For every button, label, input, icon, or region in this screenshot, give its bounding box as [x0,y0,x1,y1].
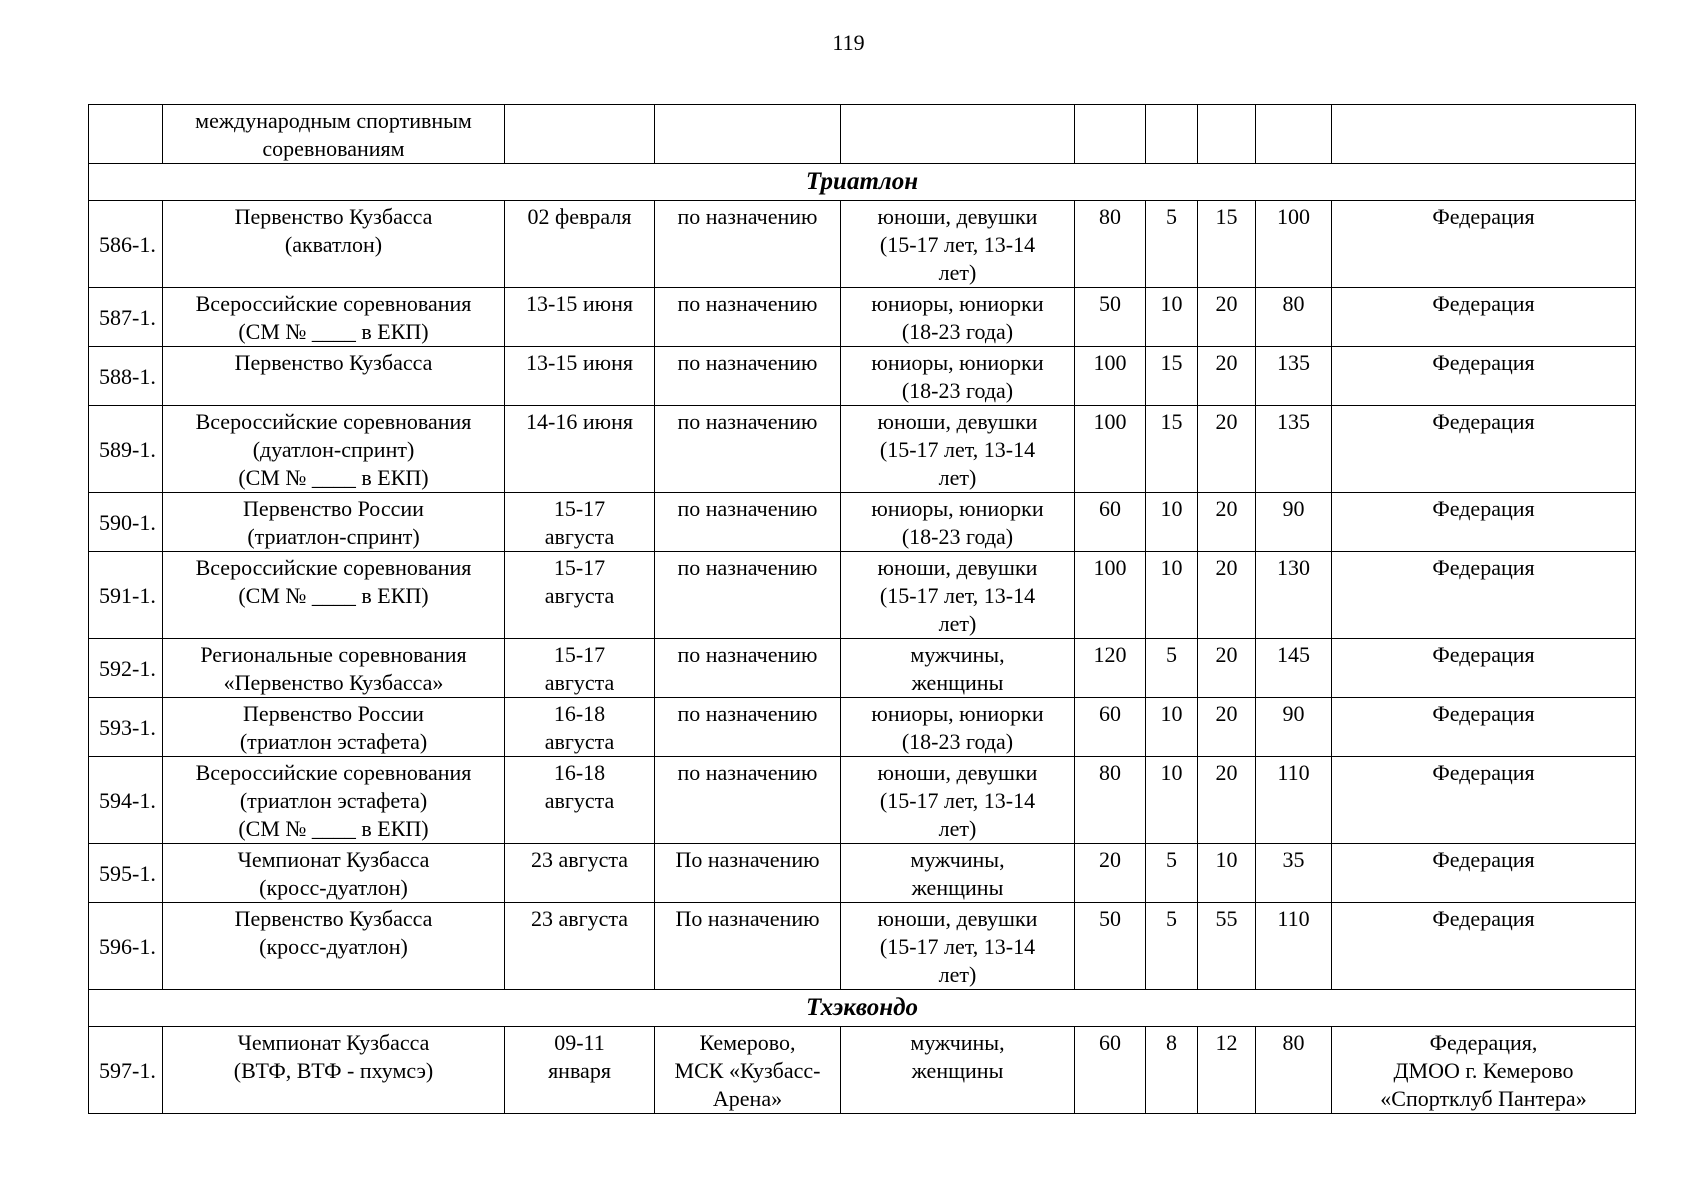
cell-count-2: 5 [1146,639,1198,698]
cell-count-1: 50 [1075,288,1146,347]
cell-count-1: 100 [1075,347,1146,406]
cell-participants-line: (18-23 года) [901,524,1014,549]
cell-date-line: августа [544,583,615,608]
cell-count-3: 20 [1198,552,1256,639]
continuation-row [89,105,1636,164]
cell-count-1: 80 [1075,757,1146,844]
cell-count-total: 90 [1256,698,1332,757]
cell-organizer-line: Федерация [1432,409,1535,434]
cell-participants [841,201,1075,288]
cell-name [163,639,505,698]
cell-participants [841,903,1075,990]
cell-participants-line: мужчины, [910,642,1005,667]
cell-participants-line: лет) [938,465,977,490]
cell-place-line: по назначению [677,701,818,726]
cell-date [505,757,655,844]
section-header-row [89,164,1636,201]
cell-count-3: 20 [1198,639,1256,698]
cell-organizer-line: Федерация [1432,760,1535,785]
cell-participants-line: юноши, девушки [877,409,1038,434]
cell-place-line: МСК «Кузбасс- [674,1058,821,1083]
cell-date-line: августа [544,670,615,695]
cell-date-line: 15-17 [553,642,606,667]
cell-place [655,844,841,903]
cell-count-3: 10 [1198,844,1256,903]
cell-organizer [1332,347,1636,406]
cell-date-line: 09-11 [554,1030,605,1055]
cell-date [505,698,655,757]
table-body [89,105,1636,1114]
cell-organizer-line: ДМОО г. Кемерово [1393,1058,1574,1083]
cell-count-2 [1146,105,1198,164]
cell-count-3: 55 [1198,903,1256,990]
cell-participants-line: юниоры, юниорки [871,350,1044,375]
cell-place [655,406,841,493]
cell-date-line: 16-18 [553,701,606,726]
cell-organizer [1332,406,1636,493]
cell-organizer [1332,493,1636,552]
cell-participants-line: женщины [911,1058,1004,1083]
cell-count-3: 20 [1198,347,1256,406]
cell-participants-line: юноши, девушки [877,204,1038,229]
page-number: 119 [832,30,865,55]
cell-count-total [1256,105,1332,164]
cell-date-line: января [548,1058,611,1083]
cell-place [655,493,841,552]
cell-participants-line: женщины [911,875,1004,900]
cell-count-total: 135 [1256,347,1332,406]
cell-organizer-line: «Спортклуб Пантера» [1380,1086,1587,1111]
table-row [89,639,1636,698]
cell-count-2: 10 [1146,288,1198,347]
cell-organizer [1332,201,1636,288]
cell-date-line: августа [544,524,615,549]
cell-count-1: 20 [1075,844,1146,903]
cell-participants-line: женщины [911,670,1004,695]
cell-participants [841,844,1075,903]
cell-num: 590-1. [89,493,163,552]
cell-participants [841,639,1075,698]
cell-name [163,201,505,288]
cell-participants [841,552,1075,639]
cell-place-line: по назначению [677,555,818,580]
cell-count-total: 80 [1256,1027,1332,1114]
cell-count-3 [1198,105,1256,164]
cell-participants-line: юниоры, юниорки [871,701,1044,726]
cell-date-line: 15-17 [553,496,606,521]
cell-count-3: 12 [1198,1027,1256,1114]
cell-num: 595-1. [89,844,163,903]
table-row [89,698,1636,757]
cell-count-total: 80 [1256,288,1332,347]
cell-num: 594-1. [89,757,163,844]
cell-date [505,105,655,164]
cell-name-line: (СМ № ____ в ЕКП) [238,465,429,490]
cell-participants-line: (15-17 лет, 13-14 [879,437,1036,462]
cell-date-line: августа [544,729,615,754]
cell-name-line: Первенство Кузбасса [234,204,433,229]
cell-place [655,201,841,288]
cell-count-2: 10 [1146,493,1198,552]
cell-count-1 [1075,105,1146,164]
cell-place-line: по назначению [677,204,818,229]
cell-count-1: 100 [1075,406,1146,493]
cell-date [505,201,655,288]
cell-count-1: 60 [1075,493,1146,552]
cell-participants-line: юниоры, юниорки [871,291,1044,316]
cell-place-line: по назначению [677,760,818,785]
cell-count-total: 90 [1256,493,1332,552]
cell-organizer-line: Федерация [1432,906,1535,931]
cell-participants-line: мужчины, [910,847,1005,872]
cell-organizer [1332,1027,1636,1114]
cell-participants-line: лет) [938,611,977,636]
cell-participants-line: лет) [938,260,977,285]
table-row [89,552,1636,639]
cell-place-line: По назначению [675,847,820,872]
table-row [89,493,1636,552]
cell-name [163,493,505,552]
table-row [89,201,1636,288]
cell-name [163,347,505,406]
cell-name-line: «Первенство Кузбасса» [223,670,444,695]
table-row [89,903,1636,990]
cell-date-line: 13-15 июня [526,350,633,375]
cell-count-total: 130 [1256,552,1332,639]
table-row [89,757,1636,844]
cell-participants [841,105,1075,164]
cell-participants [841,406,1075,493]
cell-organizer [1332,757,1636,844]
cell-participants-line: (18-23 года) [901,378,1014,403]
cell-participants-line: мужчины, [910,1030,1005,1055]
cell-name-line: соревнованиям [262,136,405,161]
cell-place [655,347,841,406]
cell-count-total: 135 [1256,406,1332,493]
cell-num: 593-1. [89,698,163,757]
cell-num: 591-1. [89,552,163,639]
cell-date-line: 13-15 июня [526,291,633,316]
cell-name-line: (акватлон) [284,232,383,257]
cell-name-line: Всероссийские соревнования [195,760,472,785]
cell-organizer [1332,105,1636,164]
cell-participants [841,698,1075,757]
cell-name [163,757,505,844]
cell-participants-line: (18-23 года) [901,319,1014,344]
cell-date [505,844,655,903]
cell-name-line: Всероссийские соревнования [195,409,472,434]
cell-name-line: Чемпионат Кузбасса [237,1030,430,1055]
cell-organizer-line: Федерация [1432,555,1535,580]
cell-count-2: 5 [1146,201,1198,288]
cell-organizer-line: Федерация [1432,642,1535,667]
cell-participants-line: (15-17 лет, 13-14 [879,232,1036,257]
cell-name-line: Первенство России [243,701,424,726]
cell-participants-line: юноши, девушки [877,555,1038,580]
cell-organizer-line: Федерация [1432,204,1535,229]
cell-num: 592-1. [89,639,163,698]
cell-num: 589-1. [89,406,163,493]
cell-name [163,1027,505,1114]
cell-count-1: 80 [1075,201,1146,288]
cell-name-line: (дуатлон-спринт) [252,437,415,462]
cell-participants [841,347,1075,406]
cell-organizer-line: Федерация [1432,847,1535,872]
cell-count-total: 100 [1256,201,1332,288]
cell-date-line: 23 августа [530,847,629,872]
cell-count-3: 20 [1198,406,1256,493]
cell-place-line: по назначению [677,496,818,521]
cell-num: 597-1. [89,1027,163,1114]
cell-count-3: 20 [1198,698,1256,757]
cell-count-total: 110 [1256,903,1332,990]
cell-count-total: 145 [1256,639,1332,698]
cell-name [163,903,505,990]
cell-count-2: 15 [1146,406,1198,493]
cell-name-line: (кросс-дуатлон) [259,875,408,900]
cell-count-3: 15 [1198,201,1256,288]
cell-name-line: (триатлон-спринт) [247,524,420,549]
cell-place-line: Арена» [712,1086,783,1111]
section-header-row [89,990,1636,1027]
cell-organizer-line: Федерация [1432,701,1535,726]
cell-organizer [1332,844,1636,903]
cell-date-line: 14-16 июня [526,409,633,434]
cell-count-1: 100 [1075,552,1146,639]
section-title: Триатлон [89,164,1636,201]
cell-name-line: Первенство Кузбасса [234,906,433,931]
cell-name [163,552,505,639]
cell-name-line: (СМ № ____ в ЕКП) [238,319,429,344]
cell-count-2: 5 [1146,844,1198,903]
cell-name-line: (триатлон эстафета) [239,788,428,813]
cell-place [655,552,841,639]
cell-date [505,406,655,493]
cell-place-line: по назначению [677,291,818,316]
cell-name [163,105,505,164]
cell-participants [841,757,1075,844]
cell-name-line: Первенство Кузбасса [234,350,433,375]
cell-count-3: 20 [1198,493,1256,552]
cell-date-line: 02 февраля [527,204,632,229]
cell-name [163,288,505,347]
cell-name-line: Чемпионат Кузбасса [237,847,430,872]
cell-count-1: 60 [1075,698,1146,757]
cell-place [655,105,841,164]
cell-participants-line: (15-17 лет, 13-14 [879,583,1036,608]
cell-count-2: 10 [1146,698,1198,757]
cell-place [655,288,841,347]
cell-place [655,698,841,757]
cell-name-line: (СМ № ____ в ЕКП) [238,816,429,841]
cell-name [163,844,505,903]
cell-count-2: 15 [1146,347,1198,406]
cell-count-1: 50 [1075,903,1146,990]
cell-count-1: 60 [1075,1027,1146,1114]
cell-place [655,639,841,698]
cell-participants [841,288,1075,347]
cell-organizer-line: Федерация [1432,350,1535,375]
cell-count-1: 120 [1075,639,1146,698]
cell-name-line: международным спортивным [195,108,472,133]
table-row [89,347,1636,406]
cell-organizer-line: Федерация [1432,291,1535,316]
table-row [89,844,1636,903]
cell-name-line: Всероссийские соревнования [195,291,472,316]
section-title: Тхэквондо [89,990,1636,1027]
cell-place [655,757,841,844]
cell-name-line: Региональные соревнования [200,642,467,667]
cell-name-line: (ВТФ, ВТФ - пхумсэ) [233,1058,434,1083]
cell-num: 596-1. [89,903,163,990]
cell-date-line: 15-17 [553,555,606,580]
cell-organizer [1332,639,1636,698]
cell-date [505,1027,655,1114]
table-row [89,288,1636,347]
cell-name [163,698,505,757]
cell-place [655,1027,841,1114]
cell-count-2: 10 [1146,757,1198,844]
cell-name-line: Первенство России [243,496,424,521]
cell-date [505,903,655,990]
cell-date-line: 16-18 [553,760,606,785]
cell-num: 587-1. [89,288,163,347]
cell-date-line: августа [544,788,615,813]
cell-participants-line: юноши, девушки [877,906,1038,931]
cell-participants-line: (18-23 года) [901,729,1014,754]
cell-date [505,288,655,347]
cell-count-3: 20 [1198,757,1256,844]
cell-participants [841,493,1075,552]
cell-organizer [1332,698,1636,757]
cell-place-line: по назначению [677,409,818,434]
cell-organizer-line: Федерация [1432,496,1535,521]
cell-organizer [1332,288,1636,347]
table-row [89,406,1636,493]
cell-place-line: Кемерово, [699,1030,796,1055]
cell-count-2: 8 [1146,1027,1198,1114]
cell-place [655,903,841,990]
cell-name-line: (триатлон эстафета) [239,729,428,754]
cell-participants-line: лет) [938,962,977,987]
cell-count-3: 20 [1198,288,1256,347]
cell-organizer-line: Федерация, [1429,1030,1538,1055]
cell-date [505,493,655,552]
cell-place-line: По назначению [675,906,820,931]
cell-name-line: Всероссийские соревнования [195,555,472,580]
cell-name-line: (кросс-дуатлон) [259,934,408,959]
cell-name-line: (СМ № ____ в ЕКП) [238,583,429,608]
cell-participants-line: (15-17 лет, 13-14 [879,788,1036,813]
cell-num: 588-1. [89,347,163,406]
cell-count-2: 10 [1146,552,1198,639]
cell-date [505,552,655,639]
cell-participants-line: юноши, девушки [877,760,1038,785]
cell-participants-line: юниоры, юниорки [871,496,1044,521]
cell-date [505,639,655,698]
cell-place-line: по назначению [677,642,818,667]
cell-num: 586-1. [89,201,163,288]
cell-num [89,105,163,164]
cell-name [163,406,505,493]
table-row [89,1027,1636,1114]
cell-count-total: 35 [1256,844,1332,903]
cell-count-total: 110 [1256,757,1332,844]
cell-organizer [1332,903,1636,990]
cell-participants-line: (15-17 лет, 13-14 [879,934,1036,959]
cell-date [505,347,655,406]
cell-participants-line: лет) [938,816,977,841]
events-table [88,104,1636,1114]
cell-participants [841,1027,1075,1114]
cell-place-line: по назначению [677,350,818,375]
cell-count-2: 5 [1146,903,1198,990]
cell-date-line: 23 августа [530,906,629,931]
cell-organizer [1332,552,1636,639]
